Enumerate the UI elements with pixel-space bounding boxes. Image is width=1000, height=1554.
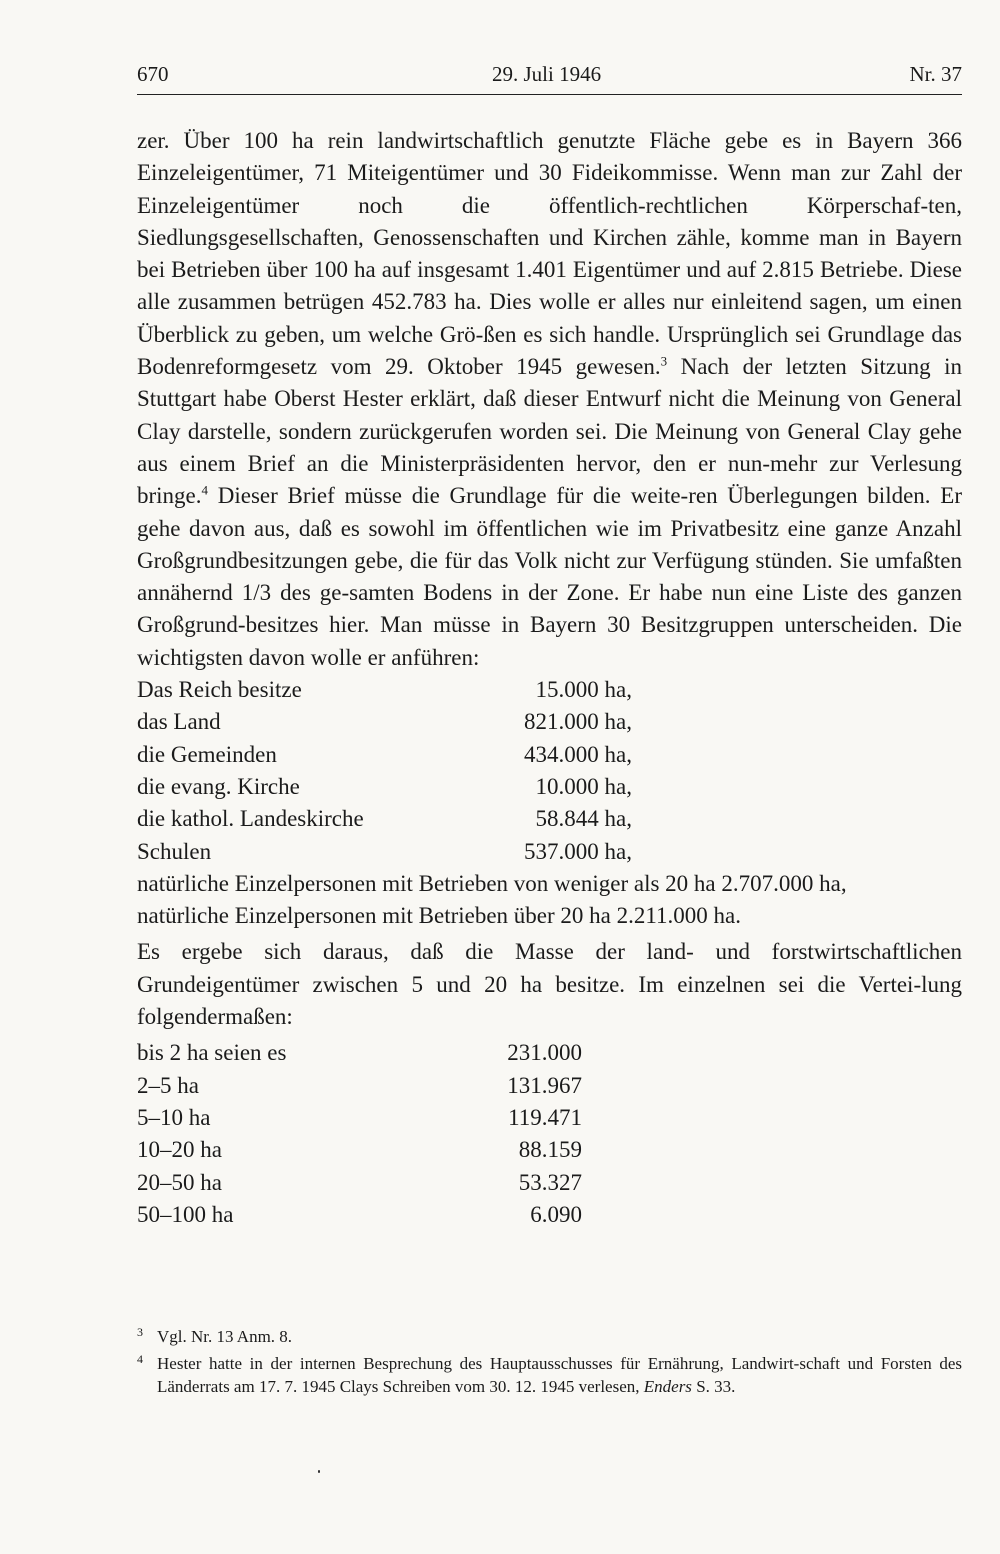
footnote-number: 3	[137, 1325, 143, 1339]
paragraph-1-part-1: zer. Über 100 ha rein landwirtschaftlich genutzte Fläche gebe es in Bayern 366 Einzeleigentümer, 71 Miteigentümer und 30 Fideikommisse. Wenn man zur Zahl der Einzeleigentümer noch die öffentlich-rechtlichen Körperschaf-ten, Siedlungsgesellschaften, Genossenschaften und Kirchen zähle, komme man in Bayern bei Betrieben über 100 ha auf insgesamt 1.401 Eigentümer und auf 2.815 Betriebe. Diese alle zusammen betrügen 452.783 ha. Dies wolle er alles nur einleitend sagen, um einen Überblick zu geben, um welche Grö-ßen es sich handle. Ursprünglich sei Grundlage das Bodenreformgesetz vom 29. Oktober 1945 gewesen.	[137, 128, 962, 380]
distribution-label: bis 2 ha seien es	[137, 1040, 287, 1066]
distribution-row	[137, 1199, 962, 1231]
ownership-value: 537.000 ha,	[524, 838, 632, 864]
ownership-label: Das Reich besitze	[137, 677, 302, 703]
distribution-value: 131.967	[507, 1072, 582, 1098]
distribution-label: 2–5 ha	[137, 1072, 199, 1098]
footnote-author: Enders	[643, 1377, 692, 1396]
ownership-row	[137, 674, 962, 706]
ownership-long-row: natürliche Einzelpersonen mit Betrieben über 20 ha 2.211.000 ha.	[137, 903, 741, 929]
ownership-label: Schulen	[137, 838, 212, 864]
ownership-label: die kathol. Landeskirche	[137, 806, 364, 832]
distribution-label: 20–50 ha	[137, 1169, 222, 1195]
ownership-value: 434.000 ha,	[524, 741, 632, 767]
main-text	[137, 125, 962, 1231]
page-header	[137, 60, 962, 95]
paragraph-2: Es ergebe sich daraus, daß die Masse der land- und forstwirtschaftlichen Grundeigentümer zwischen 5 und 20 ha besitze. Im einzelnen sei die Vertei-lung folgendermaßen:	[137, 939, 962, 1030]
ownership-label: das Land	[137, 709, 221, 735]
header-date: 29. Juli 1946	[492, 62, 602, 86]
distribution-row	[137, 1167, 962, 1199]
distribution-label: 5–10 ha	[137, 1104, 211, 1130]
distribution-list	[137, 1037, 962, 1231]
footnote-tail: S. 33.	[691, 1377, 736, 1396]
distribution-row	[137, 1102, 962, 1134]
ownership-long-row: natürliche Einzelpersonen mit Betrieben von weniger als 20 ha 2.707.000 ha,	[137, 870, 847, 896]
ownership-label: die Gemeinden	[137, 741, 277, 767]
distribution-label: 10–20 ha	[137, 1137, 222, 1163]
distribution-label: 50–100 ha	[137, 1201, 234, 1227]
footnote-4	[137, 1352, 962, 1398]
distribution-value: 231.000	[507, 1040, 582, 1066]
ownership-row	[137, 706, 962, 738]
footnote-text: Hester hatte in der internen Besprechung des Hauptausschusses für Ernährung, Landwirt-schaft und Forsten des Länderrats am 17. 7. 1945 Clays Schreiben vom 30. 12. 1945 verlesen,	[157, 1354, 962, 1396]
footnote-ref-4: 4	[201, 482, 209, 498]
page-number: 670	[137, 62, 169, 86]
distribution-row	[137, 1134, 962, 1166]
ownership-row	[137, 739, 962, 771]
ownership-value: 821.000 ha,	[524, 709, 632, 735]
distribution-value: 88.159	[518, 1137, 582, 1163]
paragraph-1-part-2: Nach der letzten Sitzung in Stuttgart habe Oberst Hester erklärt, daß dieser Entwurf nicht die Meinung von General Clay darstelle, sondern zurückgerufen worden sei. Die Meinung von General Clay gehe aus einem Brief an die Ministerpräsidenten hervor, den er nun-mehr zur Verlesung bringe.	[137, 354, 962, 509]
ownership-row	[137, 803, 962, 835]
footnote-3	[137, 1325, 962, 1348]
ownership-value: 10.000 ha,	[535, 773, 632, 799]
footnote-text: Vgl. Nr. 13 Anm. 8.	[157, 1327, 293, 1346]
footnote-number: 4	[137, 1352, 143, 1366]
footnote-ref-3: 3	[660, 353, 668, 369]
ownership-value: 58.844 ha,	[535, 806, 632, 832]
paragraph-1-part-3: Dieser Brief müsse die Grundlage für die weite-ren Überlegungen bilden. Er gehe davon aus, daß es sowohl im öffentlichen wie im Privatbesitz eine ganze Anzahl Großgrundbesitzungen gebe, die für das Volk nicht zur Verfügung stünden. Sie umfaßten annähernd 1/3 des ge-samten Bodens in der Zone. Er habe nun eine Liste des ganzen Großgrund-besitzes hier. Man müsse in Bayern 30 Besitzgruppen unterscheiden. Die wichtigsten davon wolle er anführen:	[137, 483, 962, 670]
distribution-row	[137, 1070, 962, 1102]
ownership-row	[137, 771, 962, 803]
distribution-value: 6.090	[530, 1201, 582, 1227]
distribution-value: 53.327	[518, 1169, 582, 1195]
ownership-label: die evang. Kirche	[137, 773, 300, 799]
issue-number: Nr. 37	[909, 62, 962, 86]
paragraph-1	[137, 125, 962, 674]
footnotes	[137, 1325, 962, 1402]
ownership-value: 15.000 ha,	[535, 677, 632, 703]
print-speck	[318, 1470, 320, 1473]
ownership-list	[137, 674, 962, 932]
distribution-row	[137, 1037, 962, 1069]
ownership-row	[137, 836, 962, 868]
distribution-value: 119.471	[508, 1104, 582, 1130]
